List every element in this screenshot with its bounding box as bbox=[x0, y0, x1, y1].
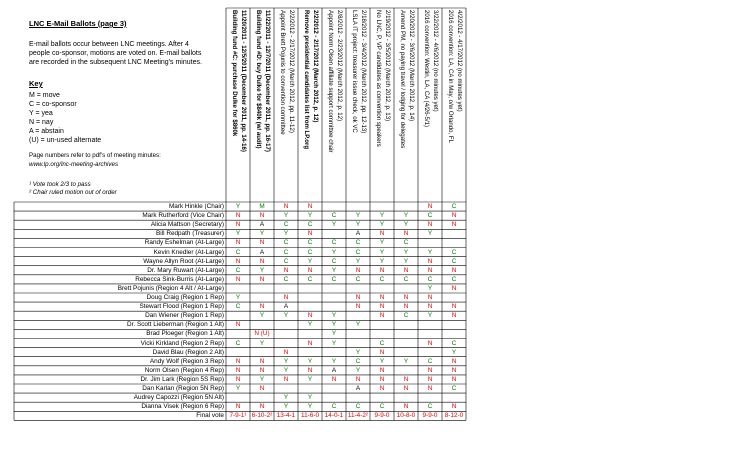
vote-cell: C bbox=[379, 339, 385, 347]
vote-cell: N bbox=[307, 366, 313, 374]
vote-cell bbox=[226, 311, 250, 320]
vote-cell: N bbox=[427, 221, 433, 229]
vote-cell: Y bbox=[235, 230, 241, 238]
vote-cell: Y bbox=[379, 248, 385, 256]
vote-cell: C bbox=[451, 203, 457, 210]
member-name: Vicki Kirkland (Region 2 Rep) bbox=[140, 339, 224, 347]
vote-cell: Y bbox=[427, 312, 433, 320]
vote-cell: N bbox=[451, 284, 457, 292]
vote-cell: Y bbox=[259, 339, 265, 347]
vote-cell: N bbox=[283, 294, 289, 301]
vote-cell: N bbox=[307, 230, 313, 238]
member-name: Doug Craig (Region 1 Rep) bbox=[146, 294, 224, 301]
vote-cell: N bbox=[403, 230, 409, 238]
vote-cell: N bbox=[259, 357, 265, 365]
vote-cell: M bbox=[259, 203, 265, 210]
vote-cell bbox=[346, 339, 370, 348]
vote-cell: N bbox=[451, 212, 457, 220]
vote-cell: C bbox=[307, 221, 313, 229]
member-name: Mark Rutherford (Vice Chair) bbox=[142, 212, 224, 220]
key-item: C = co-sponsor bbox=[29, 101, 77, 108]
vote-cell bbox=[298, 384, 322, 393]
vote-cell: C bbox=[355, 275, 361, 283]
vote-cell bbox=[394, 284, 418, 293]
vote-cell bbox=[370, 393, 394, 402]
ballot-header-line: Appoint Norm Olsen affiliate support committee chair bbox=[327, 10, 334, 153]
vote-cell bbox=[442, 329, 466, 338]
vote-cell: C bbox=[403, 239, 409, 247]
vote-cell: Y bbox=[307, 321, 313, 329]
vote-cell: C bbox=[355, 403, 361, 411]
vote-cell: C bbox=[427, 403, 433, 411]
vote-cell: C bbox=[355, 357, 361, 365]
vote-cell: Y bbox=[355, 348, 361, 356]
vote-cell bbox=[298, 348, 322, 357]
final-vote-tally: 8-12-0 bbox=[444, 412, 464, 420]
vote-cell bbox=[394, 320, 418, 329]
page-title: LNC E-Mail Ballots (page 3) bbox=[29, 19, 127, 28]
vote-cell: Y bbox=[379, 357, 385, 365]
vote-cell: Y bbox=[331, 266, 337, 274]
vote-cell bbox=[418, 238, 442, 247]
vote-cell: A bbox=[331, 366, 337, 374]
page-note-line-1: Page numbers refer to pdf's of meeting minutes: bbox=[29, 152, 161, 159]
vote-cell: Y bbox=[307, 375, 313, 383]
vote-cell: N bbox=[451, 403, 457, 411]
vote-cell: C bbox=[283, 248, 289, 256]
ballot-header-line: 3/22/2012 - 4/6/2012 (no minutes yet) bbox=[432, 10, 439, 112]
member-name: David Blau (Region 2 Alt) bbox=[152, 348, 224, 356]
footnote-1: ¹ Vote took 2/3 to pass bbox=[29, 181, 91, 188]
vote-cell: C bbox=[427, 357, 433, 365]
vote-cell bbox=[394, 339, 418, 348]
vote-cell: N bbox=[307, 266, 313, 274]
vote-cell bbox=[346, 284, 370, 293]
vote-cell: N bbox=[283, 203, 289, 210]
member-name: Alicia Mattson (Secretary) bbox=[150, 221, 224, 229]
vote-cell: C bbox=[427, 212, 433, 220]
vote-cell bbox=[442, 238, 466, 247]
vote-cell bbox=[370, 284, 394, 293]
vote-cell: C bbox=[403, 312, 409, 320]
vote-cell: N bbox=[379, 375, 385, 383]
vote-cell: Y bbox=[379, 239, 385, 247]
vote-cell: N bbox=[235, 375, 241, 383]
vote-cell bbox=[322, 229, 346, 238]
vote-cell bbox=[298, 284, 322, 293]
vote-cell: N bbox=[259, 303, 265, 311]
vote-cell: Y bbox=[283, 394, 289, 402]
vote-cell: N bbox=[451, 375, 457, 383]
vote-cell bbox=[322, 384, 346, 393]
vote-cell: N bbox=[379, 366, 385, 374]
vote-cell bbox=[250, 284, 274, 293]
vote-cell: N bbox=[403, 266, 409, 274]
vote-cell bbox=[370, 329, 394, 338]
vote-cell: N bbox=[403, 375, 409, 383]
final-vote-tally: 13-4-1 bbox=[276, 412, 296, 420]
vote-cell: Y bbox=[379, 212, 385, 220]
vote-cell: C bbox=[379, 403, 385, 411]
vote-cell: C bbox=[283, 221, 289, 229]
ballot-header-line: Amend PM, no paying travel / lodging for delegates bbox=[399, 10, 406, 149]
final-vote-tally: 9-9-0 bbox=[374, 412, 390, 420]
vote-cell: N bbox=[379, 294, 385, 301]
vote-cell: N bbox=[283, 348, 289, 356]
vote-cell: N bbox=[451, 266, 457, 274]
member-name: Audrey Capozzi (Region 5N Alt) bbox=[133, 394, 224, 402]
vote-cell: N bbox=[427, 203, 433, 210]
vote-cell: Y bbox=[331, 321, 337, 329]
vote-cell: C bbox=[307, 248, 313, 256]
vote-cell: Y bbox=[355, 257, 361, 265]
final-vote-tally: 10-8-0 bbox=[396, 412, 416, 420]
vote-cell: C bbox=[331, 239, 337, 247]
vote-cell: N bbox=[235, 239, 241, 247]
member-name: Rebecca Sink-Burris (At-Large) bbox=[135, 275, 224, 283]
ballot-header-line: 2/20/2012 - 3/6/2012 (March 2012, p. 14) bbox=[408, 10, 415, 122]
vote-cell: N bbox=[427, 257, 433, 265]
vote-cell: N bbox=[307, 339, 313, 347]
key-item: M = move bbox=[29, 92, 60, 99]
vote-cell: N bbox=[379, 385, 385, 392]
vote-cell bbox=[394, 202, 418, 211]
vote-cell: N bbox=[259, 212, 265, 220]
ballot-header-line: 11/20/2011 - 12/5/2011 (December 2011, pp. 14-16) bbox=[240, 10, 247, 152]
vote-cell: Y bbox=[331, 221, 337, 229]
vote-cell: Y bbox=[403, 257, 409, 265]
vote-cell: Y bbox=[331, 312, 337, 320]
vote-cell: C bbox=[283, 239, 289, 247]
vote-cell: Y bbox=[307, 394, 313, 402]
vote-cell bbox=[394, 348, 418, 357]
vote-cell: C bbox=[355, 239, 361, 247]
ballot-header-line: 2016 convention: Westin, LA, CA (4/26-5/1) bbox=[423, 10, 430, 128]
vote-cell: Y bbox=[235, 203, 241, 210]
member-name: Andy Wolf (Region 3 Rep) bbox=[149, 357, 224, 365]
member-name: Dr. Jim Lark (Region 5S Rep) bbox=[140, 375, 224, 383]
vote-cell: N bbox=[355, 375, 361, 383]
vote-cell: C bbox=[379, 275, 385, 283]
vote-cell bbox=[370, 320, 394, 329]
vote-cell: N bbox=[379, 312, 385, 320]
vote-cell: N bbox=[235, 275, 241, 283]
member-name: Dan Wiener (Region 1 Rep) bbox=[145, 312, 224, 320]
member-name: Dan Karlan (Region 5N Rep) bbox=[142, 385, 224, 392]
vote-cell: N bbox=[235, 212, 241, 220]
vote-cell: A bbox=[259, 221, 265, 229]
vote-cell: N bbox=[427, 366, 433, 374]
vote-cell: N bbox=[427, 375, 433, 383]
vote-cell: N bbox=[427, 385, 433, 392]
vote-cell: N bbox=[331, 375, 337, 383]
vote-cell bbox=[274, 329, 298, 338]
key-item: N = nay bbox=[29, 119, 54, 126]
vote-cell: C bbox=[283, 257, 289, 265]
vote-cell: Y bbox=[283, 230, 289, 238]
vote-cell: A bbox=[355, 230, 361, 238]
vote-cell bbox=[298, 329, 322, 338]
vote-cell bbox=[442, 229, 466, 238]
vote-cell: Y bbox=[259, 230, 265, 238]
vote-cell: Y bbox=[403, 221, 409, 229]
vote-cell bbox=[322, 393, 346, 402]
vote-cell: Y bbox=[259, 375, 265, 383]
vote-cell: C bbox=[307, 275, 313, 283]
vote-cell: Y bbox=[331, 357, 337, 365]
vote-cell: C bbox=[331, 275, 337, 283]
vote-cell: N bbox=[451, 312, 457, 320]
vote-cell: C bbox=[235, 339, 241, 347]
vote-cell: C bbox=[427, 275, 433, 283]
vote-cell: C bbox=[283, 275, 289, 283]
vote-cell bbox=[274, 284, 298, 293]
vote-cell: A bbox=[355, 385, 361, 392]
vote-cell: Y bbox=[427, 284, 433, 292]
footnote-2: ² Chair ruled motion out of order bbox=[29, 189, 117, 196]
vote-cell bbox=[322, 348, 346, 357]
vote-cell: Y bbox=[331, 330, 337, 338]
final-vote-label: Final vote bbox=[196, 412, 224, 420]
vote-cell: Y bbox=[283, 403, 289, 411]
vote-cell bbox=[442, 293, 466, 302]
vote-cell: Y bbox=[259, 312, 265, 320]
vote-cell bbox=[322, 202, 346, 211]
vote-cell: Y bbox=[307, 357, 313, 365]
ballot-header-line: 2/2/2012 - 2/17/2012 (March 2012, pp. 11-12) bbox=[288, 10, 295, 133]
vote-cell: Y bbox=[427, 230, 433, 238]
key-item: (U) = un-used alternate bbox=[29, 137, 102, 144]
vote-cell: C bbox=[451, 385, 457, 392]
vote-cell bbox=[226, 393, 250, 402]
vote-cell bbox=[322, 293, 346, 302]
vote-cell: Y bbox=[259, 266, 265, 274]
vote-cell: N bbox=[307, 203, 313, 210]
vote-cell bbox=[418, 320, 442, 329]
ballot-header-line: No LNC, P, VP candidates as convention speakers bbox=[375, 10, 382, 147]
vote-cell bbox=[394, 366, 418, 375]
vote-cell: C bbox=[451, 339, 457, 347]
vote-cell: N bbox=[403, 294, 409, 301]
vote-cell bbox=[346, 311, 370, 320]
vote-cell: N (U) bbox=[254, 330, 270, 338]
ballot-header-line: 2/2/2012 - 2/17/2012 (March 2012, p. 12) bbox=[312, 10, 319, 123]
final-vote-tally: 9-9-0 bbox=[422, 412, 438, 420]
ballot-header-line: 11/22/2011 - 12/7/2011 (December 2011, pp. 16-17) bbox=[264, 10, 271, 152]
vote-cell: Y bbox=[355, 366, 361, 374]
vote-cell bbox=[226, 348, 250, 357]
vote-cell bbox=[250, 293, 274, 302]
vote-cell: Y bbox=[403, 248, 409, 256]
vote-cell: N bbox=[403, 403, 409, 411]
vote-cell: N bbox=[259, 403, 265, 411]
vote-cell: Y bbox=[379, 221, 385, 229]
vote-cell: C bbox=[451, 275, 457, 283]
vote-cell: N bbox=[259, 275, 265, 283]
member-name: Wayne Allyn Root (At-Large) bbox=[143, 257, 224, 265]
key-heading: Key bbox=[29, 79, 43, 88]
vote-cell: Y bbox=[283, 212, 289, 220]
vote-cell: Y bbox=[403, 357, 409, 365]
member-name: Brett Pojunis (Region 4 Alt / At-Large) bbox=[117, 284, 224, 292]
vote-cell: N bbox=[379, 230, 385, 238]
vote-cell bbox=[274, 320, 298, 329]
vote-cell: Y bbox=[283, 312, 289, 320]
member-name: Kevin Knedler (At-Large) bbox=[153, 248, 224, 256]
vote-cell: Y bbox=[355, 321, 361, 329]
vote-cell: N bbox=[451, 357, 457, 365]
vote-cell bbox=[298, 302, 322, 311]
vote-cell: Y bbox=[331, 248, 337, 256]
vote-cell bbox=[418, 348, 442, 357]
vote-cell: Y bbox=[235, 294, 241, 301]
vote-cell bbox=[226, 284, 250, 293]
vote-cell: N bbox=[355, 294, 361, 301]
vote-cell: A bbox=[283, 303, 289, 311]
vote-cell: N bbox=[235, 221, 241, 229]
vote-cell: N bbox=[355, 266, 361, 274]
vote-cell: N bbox=[427, 266, 433, 274]
final-vote-tally: 11-6-0 bbox=[301, 412, 319, 420]
member-name: Randy Eshelman (At-Large) bbox=[144, 239, 224, 247]
vote-cell: N bbox=[451, 221, 457, 229]
ballot-header-line: Building fund #D: buy Dulke for $840k (w/ audit) bbox=[255, 10, 262, 149]
vote-cell: C bbox=[355, 248, 361, 256]
vote-cell bbox=[298, 293, 322, 302]
ballot-header-line: 2016 convention: LA, CA in May, o/w Orlando, FL bbox=[447, 10, 454, 144]
vote-cell: Y bbox=[307, 403, 313, 411]
vote-cell: Y bbox=[403, 212, 409, 220]
vote-cell bbox=[442, 393, 466, 402]
vote-cell: Y bbox=[307, 212, 313, 220]
vote-cell: N bbox=[403, 303, 409, 311]
vote-cell bbox=[226, 329, 250, 338]
vote-cell bbox=[250, 393, 274, 402]
final-vote-tally: 7-9-1¹ bbox=[229, 412, 247, 420]
vote-cell: C bbox=[235, 303, 241, 311]
vote-cell: Y bbox=[451, 348, 457, 356]
vote-cell: N bbox=[379, 348, 385, 356]
vote-cell: N bbox=[451, 303, 457, 311]
member-name: Dr. Scott Lieberman (Region 1 Alt) bbox=[127, 321, 224, 329]
vote-cell: Y bbox=[283, 366, 289, 374]
vote-cell bbox=[346, 393, 370, 402]
member-name: Bill Redpath (Treasurer) bbox=[156, 230, 224, 238]
vote-cell: A bbox=[259, 248, 265, 256]
vote-cell bbox=[394, 329, 418, 338]
vote-cell: N bbox=[403, 385, 409, 392]
intro-line-2: people co-sponsor, motions are voted on. E-mail ballots bbox=[29, 50, 202, 57]
vote-cell: N bbox=[259, 257, 265, 265]
vote-cell: C bbox=[451, 248, 457, 256]
ballot-header-line: Appoint Brett Pojunis to convention committee bbox=[279, 10, 286, 135]
vote-cell bbox=[250, 320, 274, 329]
intro-line-3: are recorded in the subsequent LNC Meeting's minutes. bbox=[29, 59, 202, 66]
vote-cell: Y bbox=[307, 257, 313, 265]
vote-cell: C bbox=[235, 248, 241, 256]
vote-cell bbox=[370, 202, 394, 211]
vote-cell: Y bbox=[427, 248, 433, 256]
vote-cell: C bbox=[235, 266, 241, 274]
ballot-header-line: Remove presidential candidates list from LP.org bbox=[303, 10, 310, 150]
vote-cell bbox=[322, 284, 346, 293]
vote-cell bbox=[442, 320, 466, 329]
vote-cell: N bbox=[427, 339, 433, 347]
vote-cell: N bbox=[379, 266, 385, 274]
member-name: Norm Olsen (Region 4 Rep) bbox=[144, 366, 224, 374]
vote-cell: N bbox=[379, 303, 385, 311]
vote-cell: N bbox=[235, 257, 241, 265]
member-name: Stewart Flood (Region 1 Rep) bbox=[139, 303, 224, 311]
archive-link[interactable]: www.lp.org/lnc-meeting-archives bbox=[29, 161, 119, 168]
vote-cell: N bbox=[427, 303, 433, 311]
vote-cell: C bbox=[331, 212, 337, 220]
intro-line-1: E-mail ballots occur between LNC meetings. After 4 bbox=[29, 41, 189, 48]
vote-cell: N bbox=[259, 366, 265, 374]
vote-cell: N bbox=[259, 239, 265, 247]
vote-cell: N bbox=[427, 294, 433, 301]
vote-cell: N bbox=[283, 375, 289, 383]
vote-cell: Y bbox=[379, 257, 385, 265]
ballot-header-line: 4/2/2012 - 4/17/2012 (no minutes yet) bbox=[456, 10, 463, 112]
vote-cell: N bbox=[235, 321, 241, 329]
vote-cell bbox=[322, 302, 346, 311]
vote-cell bbox=[418, 393, 442, 402]
vote-cell: C bbox=[331, 403, 337, 411]
vote-cell: N bbox=[259, 385, 265, 392]
vote-cell: N bbox=[283, 266, 289, 274]
vote-cell bbox=[394, 393, 418, 402]
member-name: Mark Hinkle (Chair) bbox=[168, 203, 224, 210]
vote-cell: C bbox=[307, 239, 313, 247]
vote-cell: N bbox=[451, 366, 457, 374]
final-vote-tally: 14-0-1 bbox=[324, 412, 344, 420]
ballot-header-line: 2/18/2012 - 3/4/2012 (March 2012, pp. 12-13) bbox=[360, 10, 367, 134]
vote-cell: N bbox=[307, 312, 313, 320]
vote-cell: Y bbox=[355, 221, 361, 229]
key-item: Y = yea bbox=[29, 110, 53, 117]
vote-cell: C bbox=[331, 257, 337, 265]
ballot-header-line: LSLA IT project: treasurer issue check, ok VC bbox=[351, 10, 358, 133]
vote-cell bbox=[346, 202, 370, 211]
vote-cell: Y bbox=[355, 212, 361, 220]
vote-cell: N bbox=[235, 403, 241, 411]
vote-cell: Y bbox=[283, 357, 289, 365]
vote-cell bbox=[346, 329, 370, 338]
vote-cell: N bbox=[355, 303, 361, 311]
vote-cell: N bbox=[235, 366, 241, 374]
vote-cell: N bbox=[235, 357, 241, 365]
vote-cell: Y bbox=[331, 339, 337, 347]
vote-cell: C bbox=[451, 257, 457, 265]
key-item: A = abstain bbox=[29, 128, 64, 135]
final-vote-tally: 6-10-2² bbox=[251, 412, 273, 420]
ballot-header-line: 2/19/2012 - 3/5/2012 (March 2012, p. 13) bbox=[384, 10, 391, 122]
vote-cell bbox=[274, 339, 298, 348]
vote-cell bbox=[418, 329, 442, 338]
vote-cell bbox=[274, 384, 298, 393]
ballot-header-line: Building fund #C: purchase Dulke for $860k bbox=[231, 10, 238, 137]
member-name: Dianna Visek (Region 6 Rep) bbox=[141, 403, 224, 411]
ballot-header-line: 2/8/2012 - 2/23/2012 (March 2012, p. 12) bbox=[336, 10, 343, 122]
member-name: Dr. Mary Ruwart (At-Large) bbox=[147, 266, 224, 274]
vote-cell: C bbox=[403, 275, 409, 283]
final-vote-tally: 11-4-2² bbox=[347, 412, 369, 420]
member-name: Brad Ploeger (Region 1 Alt) bbox=[146, 330, 224, 338]
vote-cell bbox=[250, 348, 274, 357]
vote-cell: Y bbox=[235, 385, 241, 392]
